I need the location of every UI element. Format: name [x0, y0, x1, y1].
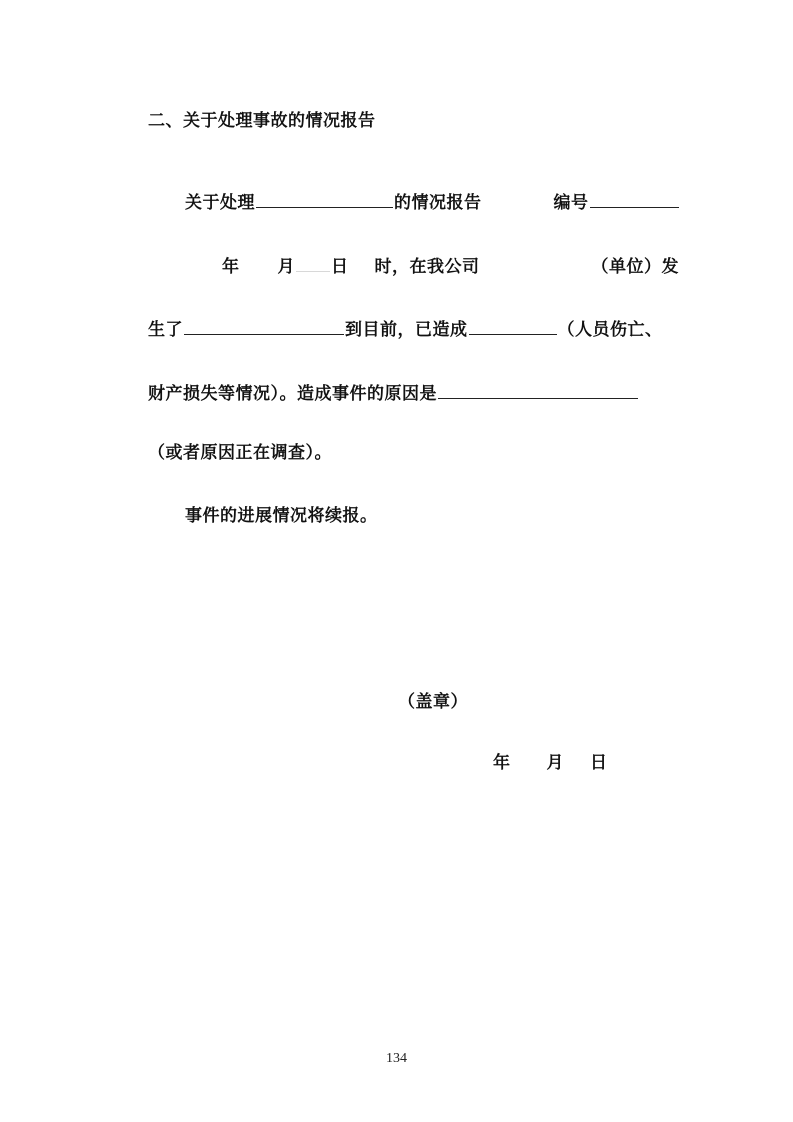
month-label: 月	[277, 257, 295, 277]
paragraph-line-1	[222, 255, 679, 278]
line2-middle: 到目前，已造成	[345, 320, 468, 340]
report-number-label: 编号	[553, 193, 589, 213]
report-suffix: 的情况报告	[394, 193, 482, 213]
report-title-line	[185, 191, 680, 214]
followup-text: 事件的进展情况将续报。	[185, 506, 378, 526]
unit-text: （单位）发	[591, 257, 679, 277]
signature-month: 月	[546, 753, 564, 773]
section-title: 二、关于处理事故的情况报告	[148, 111, 376, 131]
day-label: 日	[331, 257, 349, 277]
line2-prefix: 生了	[148, 320, 183, 340]
year-label: 年	[222, 257, 240, 277]
report-number-blank[interactable]	[590, 191, 679, 208]
signature-date	[493, 752, 608, 774]
cause-blank[interactable]	[438, 382, 638, 399]
consequence-blank[interactable]	[469, 318, 557, 335]
incident-event-blank[interactable]	[184, 318, 344, 335]
paragraph-line-4: （或者原因正在调查）。	[148, 443, 332, 463]
line3-prefix: 财产损失等情况）。造成事件的原因是	[148, 384, 437, 404]
page-number: 134	[386, 1051, 407, 1066]
report-prefix: 关于处理	[185, 193, 255, 213]
line2-suffix: （人员伤亡、	[557, 320, 663, 340]
paragraph-line-3	[148, 382, 639, 405]
time-text: 时，在我公司	[374, 257, 480, 277]
incident-name-blank[interactable]	[256, 191, 393, 208]
signature-day: 日	[590, 753, 608, 773]
day-blank[interactable]	[296, 255, 330, 272]
seal-label: （盖章）	[398, 692, 468, 712]
paragraph-line-2	[148, 318, 663, 341]
signature-year: 年	[493, 753, 511, 773]
